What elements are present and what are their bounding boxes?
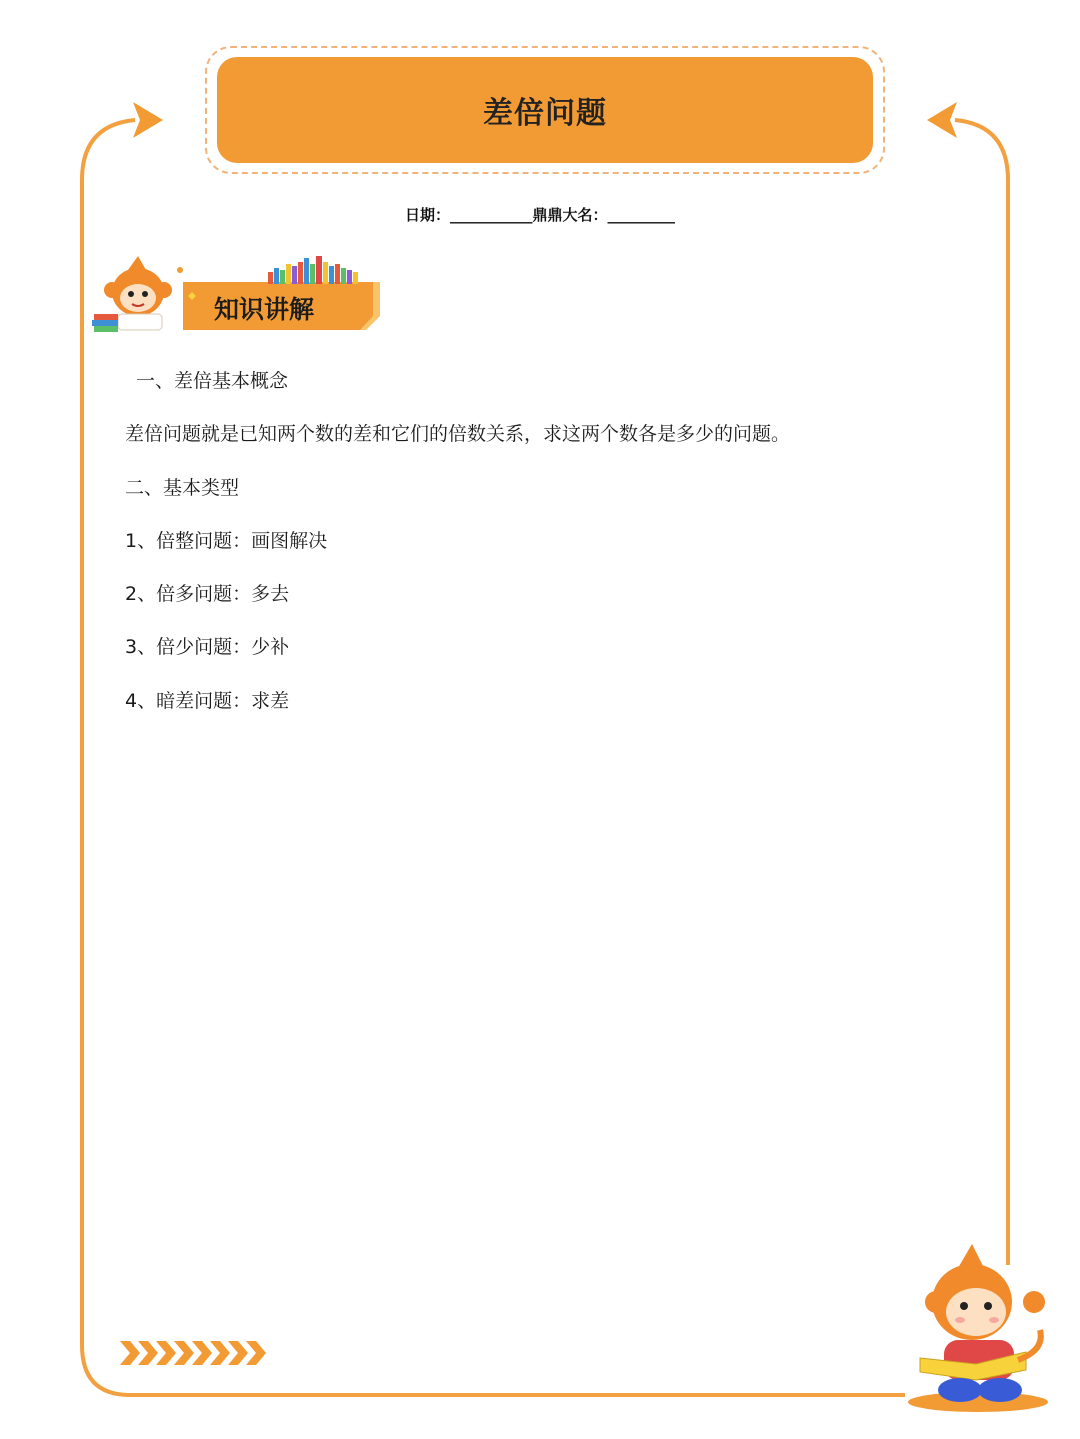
title-box [217,57,873,163]
chevron-right-icon [120,1338,280,1368]
arrow-right-icon [133,102,163,138]
type-item-2: 2、倍多问题：多去 [125,583,290,606]
monkey-reading-icon [92,256,196,332]
type-item-1: 1、倍整问题：画图解决 [125,529,328,552]
concept-text: 差倍问题就是已知两个数的差和它们的倍数关系，求这两个数各是多少的问题。 [125,423,791,446]
books-icon [268,256,358,284]
arrow-left-icon [927,102,957,138]
date-name-line: 日期：___________鼎鼎大名：_________ [404,206,675,224]
heading-concept: 一、差倍基本概念 [136,370,289,392]
type-item-3: 3、倍少问题：少补 [125,636,290,659]
page-title: 差倍问题 [483,96,607,131]
title-banner [205,46,885,174]
type-item-4: 4、暗差问题：求差 [125,689,290,712]
monkey-sitting-reading-icon [900,1240,1060,1415]
heading-types: 二、基本类型 [125,476,240,499]
section-badge-label: 知识讲解 [214,295,315,324]
content-body [125,366,985,739]
